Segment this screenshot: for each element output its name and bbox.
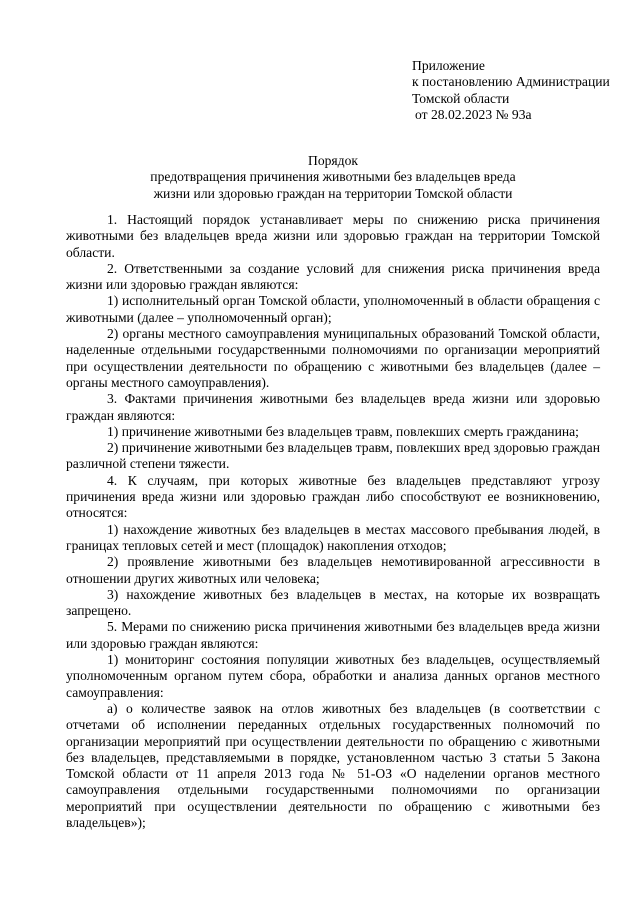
paragraph: 2) причинение животными без владельцев травм, повлекших вред здоровью граждан различной степени тяжести. [66,440,600,472]
annex-line: Приложение [412,58,485,73]
paragraph: 2) проявление животными без владельцев немотивированной агрессивности в отношении других животных или человека; [66,554,600,586]
annex-line: Томской области [412,90,510,106]
document-title [66,153,600,202]
paragraph: 1) причинение животными без владельцев травм, повлекших смерть гражданина; [107,423,579,439]
annex-line: к постановлению Администрации [412,74,610,90]
document-body [66,212,600,831]
paragraph: 3. Фактами причинения животными без владельцев вреда жизни или здоровью граждан являются: [66,391,600,423]
paragraph: 5. Мерами по снижению риска причинения животными без владельцев вреда жизни или здоровью граждан являются: [66,619,600,651]
paragraph: 2) органы местного самоуправления муниципальных образований Томской области, наделенные отдельными государственными полномочиями по организации мероприятий при осуществлении деятельности по обращению с животными без владельцев (далее – органы местного самоуправления). [66,326,600,390]
paragraph: 3) нахождение животных без владельцев в местах, на которые их возвращать запрещено. [66,586,600,619]
paragraph: 1. Настоящий порядок устанавливает меры по снижению риска причинения животными без владельцев вреда жизни или здоровью граждан на территории Томской области. [66,212,600,260]
title-line: Порядок [308,153,358,168]
title-line: жизни или здоровью граждан на территории Томской области [153,185,513,201]
paragraph: 1) мониторинг состояния популяции животных без владельцев, осуществляемый уполномоченным органом путем сбора, обработки и анализа данных органов местного самоуправления: [66,652,600,700]
paragraph: 2. Ответственными за создание условий для снижения риска причинения вреда жизни или здоровью граждан являются: [66,260,600,293]
annex-header [412,58,632,123]
paragraph: 1) исполнительный орган Томской области, уполномоченный в области обращения с животными (далее – уполномоченный орган); [66,293,600,325]
paragraph: 4. К случаям, при которых животные без владельцев представляют угрозу причинения вреда жизни или здоровью граждан либо способствуют ее возникновению, относятся: [66,472,600,521]
annex-line: от 28.02.2023 № 93а [415,106,532,122]
paragraph: а) о количестве заявок на отлов животных без владельцев (в соответствии с отчетами об исполнении переданных отдельных государственных полномочий по организации мероприятий при осуществлении деятельности по обращению с животными без владельцев, представляемыми в порядке, установленном частью 3 статьи 5 Закона Томской области от 11 апреля 2013 года № 51-ОЗ «О наделении органов местного самоуправления отдельными государственными полномочиями по организации мероприятий при осуществлении деятельности по обращению с животными без владельцев»); [66,700,600,830]
paragraph: 1) нахождение животных без владельцев в местах массового пребывания людей, в границах тепловых сетей и мест (площадок) накопления отходов; [66,521,600,553]
title-line: предотвращения причинения животными без владельцев вреда [150,169,516,185]
